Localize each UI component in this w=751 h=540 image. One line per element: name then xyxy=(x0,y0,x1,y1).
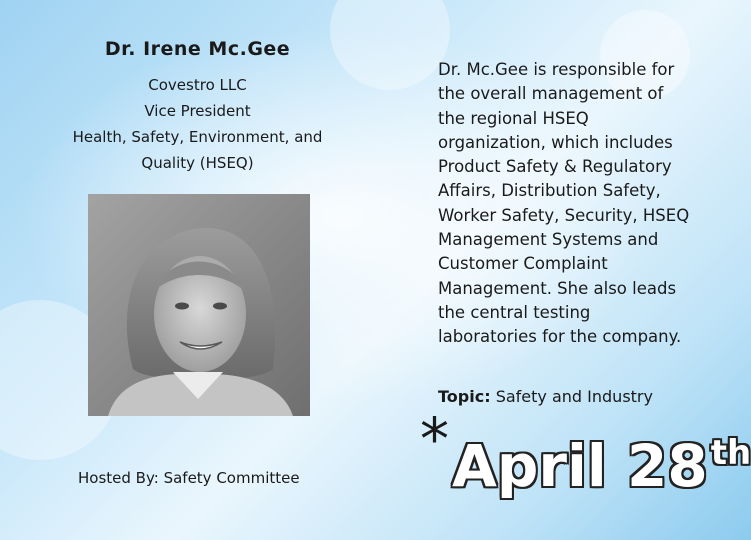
speaker-photo xyxy=(88,194,310,416)
bio-line: Management. She also leads xyxy=(438,278,677,298)
bio-line: Affairs, Distribution Safety, xyxy=(438,181,661,201)
speaker-title: Vice President xyxy=(144,102,251,120)
bio-line: the central testing xyxy=(438,302,591,322)
event-date xyxy=(452,418,751,501)
bio-line: Worker Safety, Security, HSEQ xyxy=(438,205,690,225)
topic-value: Safety and Industry xyxy=(495,387,653,406)
bio-line: Dr. Mc.Gee is responsible for xyxy=(438,60,675,79)
bio-line: the overall management of xyxy=(438,84,664,104)
topic-label: Topic: xyxy=(438,387,491,406)
bio-line: laboratories for the company. xyxy=(438,327,682,347)
speaker-bio xyxy=(438,58,720,350)
speaker-department-cont: Quality (HSEQ) xyxy=(141,154,254,172)
speaker-department: Health, Safety, Environment, and xyxy=(72,128,323,146)
bio-line: the regional HSEQ xyxy=(438,108,589,128)
bio-line: organization, which includes xyxy=(438,132,673,152)
speaker-company: Covestro LLC xyxy=(148,76,247,94)
topic-line xyxy=(438,387,653,406)
event-date-main: April 28 xyxy=(452,432,708,500)
asterisk-bullet-icon: * xyxy=(420,405,449,473)
bio-line: Management Systems and xyxy=(438,230,659,250)
bio-line: Customer Complaint xyxy=(438,254,608,274)
hosted-by: Hosted By: Safety Committee xyxy=(78,469,300,487)
background-bubble xyxy=(330,0,450,90)
bio-line: Product Safety & Regulatory xyxy=(438,157,672,177)
speaker-name: Dr. Irene Mc.Gee xyxy=(104,38,291,60)
event-date-suffix: th xyxy=(710,433,751,473)
speaker-details xyxy=(50,72,345,176)
